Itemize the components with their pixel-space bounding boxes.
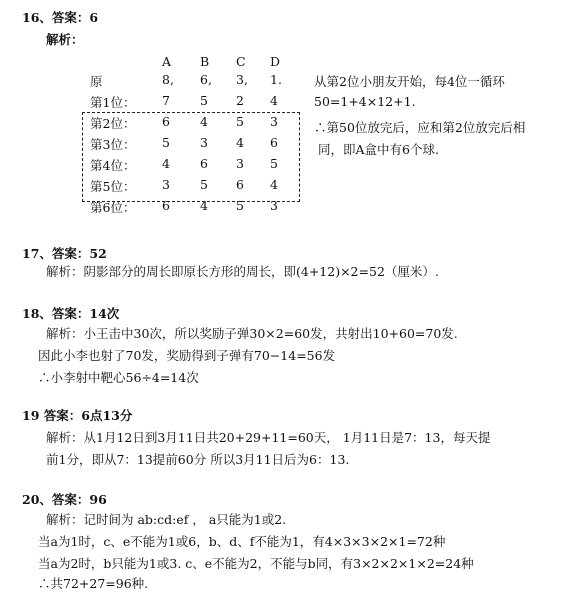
q16-table-cell: 3 <box>236 156 244 171</box>
q16-table-cell: 5 <box>200 177 208 192</box>
q16-row-label: 第1位： <box>90 95 136 110</box>
q16-table-cell: 7 <box>162 93 170 108</box>
q16-table-cell: 5 <box>200 93 208 108</box>
q16-column-header: B <box>200 54 210 69</box>
q16-note-line: 同，即A盒中有6个球. <box>318 142 439 157</box>
q16-table-cell: 4 <box>162 156 170 171</box>
q16-table-cell: 4 <box>270 93 278 108</box>
q16-row-label: 第2位： <box>90 116 136 131</box>
q16-table-cell: 6 <box>270 135 278 150</box>
q16-row-label: 第5位： <box>90 179 136 194</box>
q18-title: 18、答案：14次 <box>22 306 120 321</box>
q16-row-label: 第3位： <box>90 137 136 152</box>
q16-row-label: 第6位： <box>90 200 136 215</box>
q20-analysis-line: 解析：记时间为 ab:cd:ef ， a只能为1或2. <box>46 512 287 527</box>
q16-table-cell: 4 <box>200 198 208 213</box>
q16-table-cell: 6 <box>200 156 208 171</box>
q19-analysis-line: 前1分，即从7：13提前60分 所以3月11日后为6：13. <box>46 452 350 467</box>
q16-table-cell: 8, <box>162 72 174 87</box>
q18-analysis-line: 因此小李也射了70发，奖励得到子弹有70−14=56发 <box>38 348 336 363</box>
q16-table-cell: 4 <box>270 177 278 192</box>
q16-table-cell: 6 <box>236 177 244 192</box>
q16-row-label: 原 <box>90 74 103 89</box>
q16-column-header: C <box>236 54 246 69</box>
q16-table-cell: 3 <box>270 114 278 129</box>
q19-analysis-line: 解析：从1月12日到3月11日共20+29+11=60天， 1月11日是7：13，每天提 <box>46 430 491 445</box>
q16-table-cell: 5 <box>162 135 170 150</box>
q20-analysis-line: 当a为2时，b只能为1或3. c、e不能为2，不能与b同，有3×2×2×1×2=24种 <box>38 556 474 571</box>
q16-title: 16、答案：6 <box>22 10 99 25</box>
q16-table-cell: 1. <box>270 72 282 87</box>
q16-table-cell: 5 <box>270 156 278 171</box>
q16-table-cell: 4 <box>236 135 244 150</box>
q16-column-header: D <box>270 54 281 69</box>
q20-analysis-line: ∴共72+27=96种. <box>38 576 149 591</box>
q16-analysis-label: 解析： <box>46 32 84 47</box>
q16-table-cell: 3 <box>200 135 208 150</box>
q16-table-cell: 5 <box>236 198 244 213</box>
q16-table-cell: 2 <box>236 93 244 108</box>
q16-table-cell: 6 <box>162 114 170 129</box>
q16-column-header: A <box>162 54 172 69</box>
q16-table-cell: 5 <box>236 114 244 129</box>
q18-analysis-line: ∴小李射中靶心56÷4=14次 <box>38 370 199 385</box>
q16-note-line: 从第2位小朋友开始，每4位一循环 <box>314 74 505 89</box>
q16-table-cell: 4 <box>200 114 208 129</box>
q16-table-cell: 3, <box>236 72 248 87</box>
q16-note-line: ∴第50位放完后，应和第2位放完后相 <box>314 120 526 135</box>
q16-table-cell: 3 <box>270 198 278 213</box>
q16-table-cell: 6, <box>200 72 212 87</box>
q16-dashed-box <box>82 112 300 202</box>
q18-analysis-line: 解析：小王击中30次，所以奖励子弹30×2=60发，共射出10+60=70发. <box>46 326 458 341</box>
q16-row-label: 第4位： <box>90 158 136 173</box>
q16-note-line: 50=1+4×12+1. <box>314 94 416 109</box>
q16-table-cell: 6 <box>162 198 170 213</box>
q19-title: 19 答案：6点13分 <box>22 408 133 423</box>
q16-table-cell: 3 <box>162 177 170 192</box>
q20-analysis-line: 当a为1时，c、e不能为1或6，b、d、f不能为1，有4×3×3×2×1=72种 <box>38 534 446 549</box>
q17-analysis: 解析：阴影部分的周长即原长方形的周长，即(4+12)×2=52（厘米）. <box>46 264 439 279</box>
q17-title: 17、答案：52 <box>22 246 107 261</box>
q20-title: 20、答案：96 <box>22 492 107 507</box>
